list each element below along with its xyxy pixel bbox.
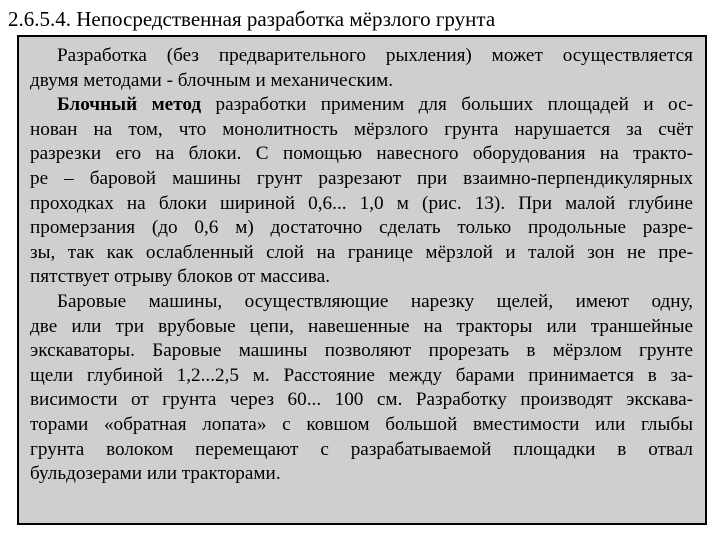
text-line: две или три врубовые цепи, навешенные на тракторы или траншейные (30, 315, 693, 337)
text-line: промерзания (до 0,6 м) достаточно сделать только продольные разре- (30, 217, 693, 239)
text-line: торами «обратная лопата» с ковшом большой вместимости или глыбы (30, 413, 693, 435)
text-line: нован на том, что монолитность мёрзлого грунта нарушается за счёт (30, 118, 693, 140)
text-line: бульдозерами или тракторами. (30, 463, 281, 485)
text-line: грунта волоком перемещают с разрабатываемой площадки в отвал (30, 438, 693, 460)
text-line: щели глубиной 1,2...2,5 м. Расстояние между барами принимается в за- (30, 364, 693, 386)
text-box (17, 35, 707, 525)
bold-term: Блочный метод (57, 94, 202, 116)
text-line (30, 93, 693, 118)
text-line: Баровые машины, осуществляющие нарезку щелей, имеют одну, (57, 290, 693, 312)
text-line: проходках на блоки шириной 0,6... 1,0 м (рис. 13). При малой глубине (30, 192, 693, 214)
text-line: пятствует отрыву блоков от массива. (30, 266, 331, 288)
text-line: экскаваторы. Баровые машины позволяют прорезать в мёрзлом грунте (30, 340, 693, 362)
text-line: Разработка (без предварительного рыхления) может осуществляется (57, 45, 693, 66)
text-line: двумя методами - блочным и механическим. (30, 69, 394, 91)
text-line: зы, так как ослабленный слой на границе мёрзлой и талой зон не пре- (30, 241, 693, 263)
paragraph-2 (30, 93, 693, 290)
paragraph-1 (30, 44, 693, 93)
paragraph-3 (30, 290, 693, 487)
section-heading: 2.6.5.4. Непосредственная разработка мёрзлого грунта (8, 7, 496, 31)
text-line: висимости от грунта через 60... 100 см. Разработку производят экскава- (30, 389, 693, 411)
text-fragment: разработки применим для больших площадей и ос- (201, 94, 693, 116)
text-line: разрезки его на блоки. С помощью навесного оборудования на тракто- (30, 143, 693, 165)
text-line: ре – баровой машины грунт разрезают при взаимно-перпендикулярных (30, 167, 693, 189)
